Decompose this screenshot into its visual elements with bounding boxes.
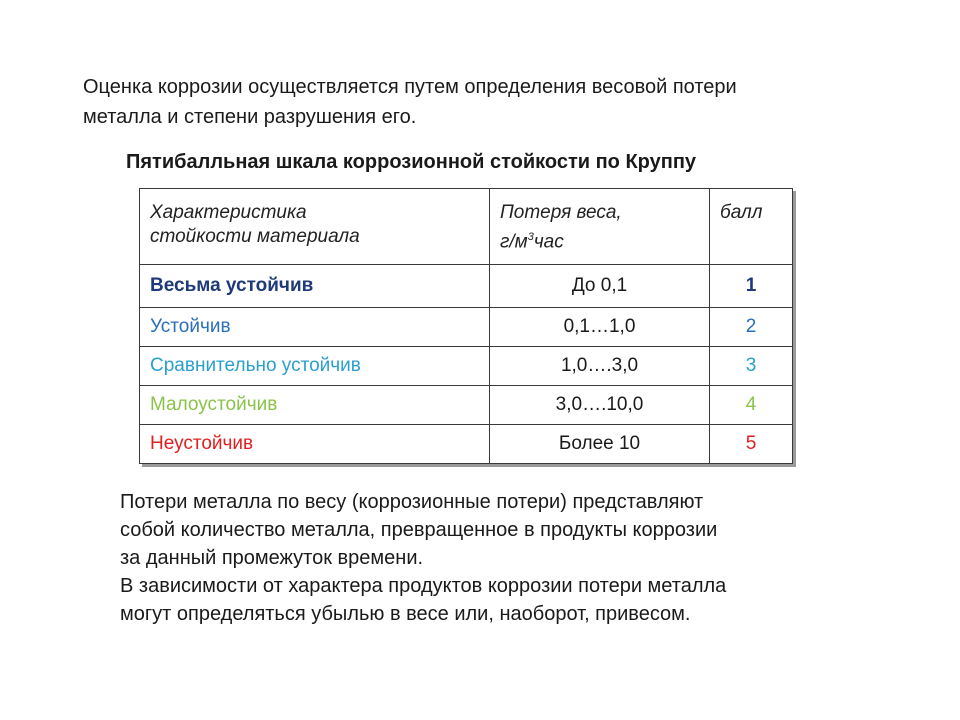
table-row <box>140 386 793 425</box>
corrosion-scale-table <box>139 188 793 464</box>
unit-prefix: г/м <box>500 231 528 253</box>
table-title: Пятибалльная шкала коррозионной стойкости по Круппу <box>126 151 697 173</box>
notes-paragraph <box>120 488 880 628</box>
notes-line: могут определяться убылью в весе или, наоборот, привесом. <box>120 603 691 625</box>
notes-line: собой количество металла, превращенное в продукты коррозии <box>120 519 718 541</box>
cell-score: 1 <box>710 265 793 308</box>
header-characteristic-line: Характеристика <box>150 202 307 223</box>
intro-line: металла и степени разрушения его. <box>83 106 417 128</box>
intro-line: Оценка коррозии осуществляется путем определения весовой потери <box>83 76 737 98</box>
table-row <box>140 347 793 386</box>
cell-weight-loss: 0,1…1,0 <box>490 308 710 347</box>
cell-score: 4 <box>710 386 793 425</box>
cell-score: 2 <box>710 308 793 347</box>
cell-score: 5 <box>710 425 793 464</box>
cell-weight-loss: Более 10 <box>490 425 710 464</box>
cell-weight-loss: 1,0….3,0 <box>490 347 710 386</box>
table-row <box>140 265 793 308</box>
header-weight-loss-line: Потеря веса, <box>500 202 622 223</box>
table-row <box>140 425 793 464</box>
cell-weight-loss: 3,0….10,0 <box>490 386 710 425</box>
table-row <box>140 308 793 347</box>
cell-weight-loss: До 0,1 <box>490 265 710 308</box>
header-score: балл <box>710 189 793 265</box>
header-characteristic-line: стойкости материала <box>150 226 360 247</box>
cell-score: 3 <box>710 347 793 386</box>
cell-characteristic: Неустойчив <box>140 425 490 464</box>
cell-characteristic: Весьма устойчив <box>140 265 490 308</box>
intro-paragraph <box>83 72 883 132</box>
unit-suffix: час <box>533 231 564 253</box>
notes-line: В зависимости от характера продуктов коррозии потери металла <box>120 575 727 597</box>
cell-characteristic: Сравнительно устойчив <box>140 347 490 386</box>
cell-characteristic: Малоустойчив <box>140 386 490 425</box>
header-weight-loss-unit <box>500 225 699 254</box>
cell-characteristic: Устойчив <box>140 308 490 347</box>
header-weight-loss <box>490 189 710 265</box>
notes-line: за данный промежуток времени. <box>120 547 424 569</box>
notes-line: Потери металла по весу (коррозионные потери) представляют <box>120 491 704 513</box>
table-header-row <box>140 189 793 265</box>
header-characteristic <box>140 189 490 265</box>
unit-superscript: 3 <box>527 231 534 243</box>
